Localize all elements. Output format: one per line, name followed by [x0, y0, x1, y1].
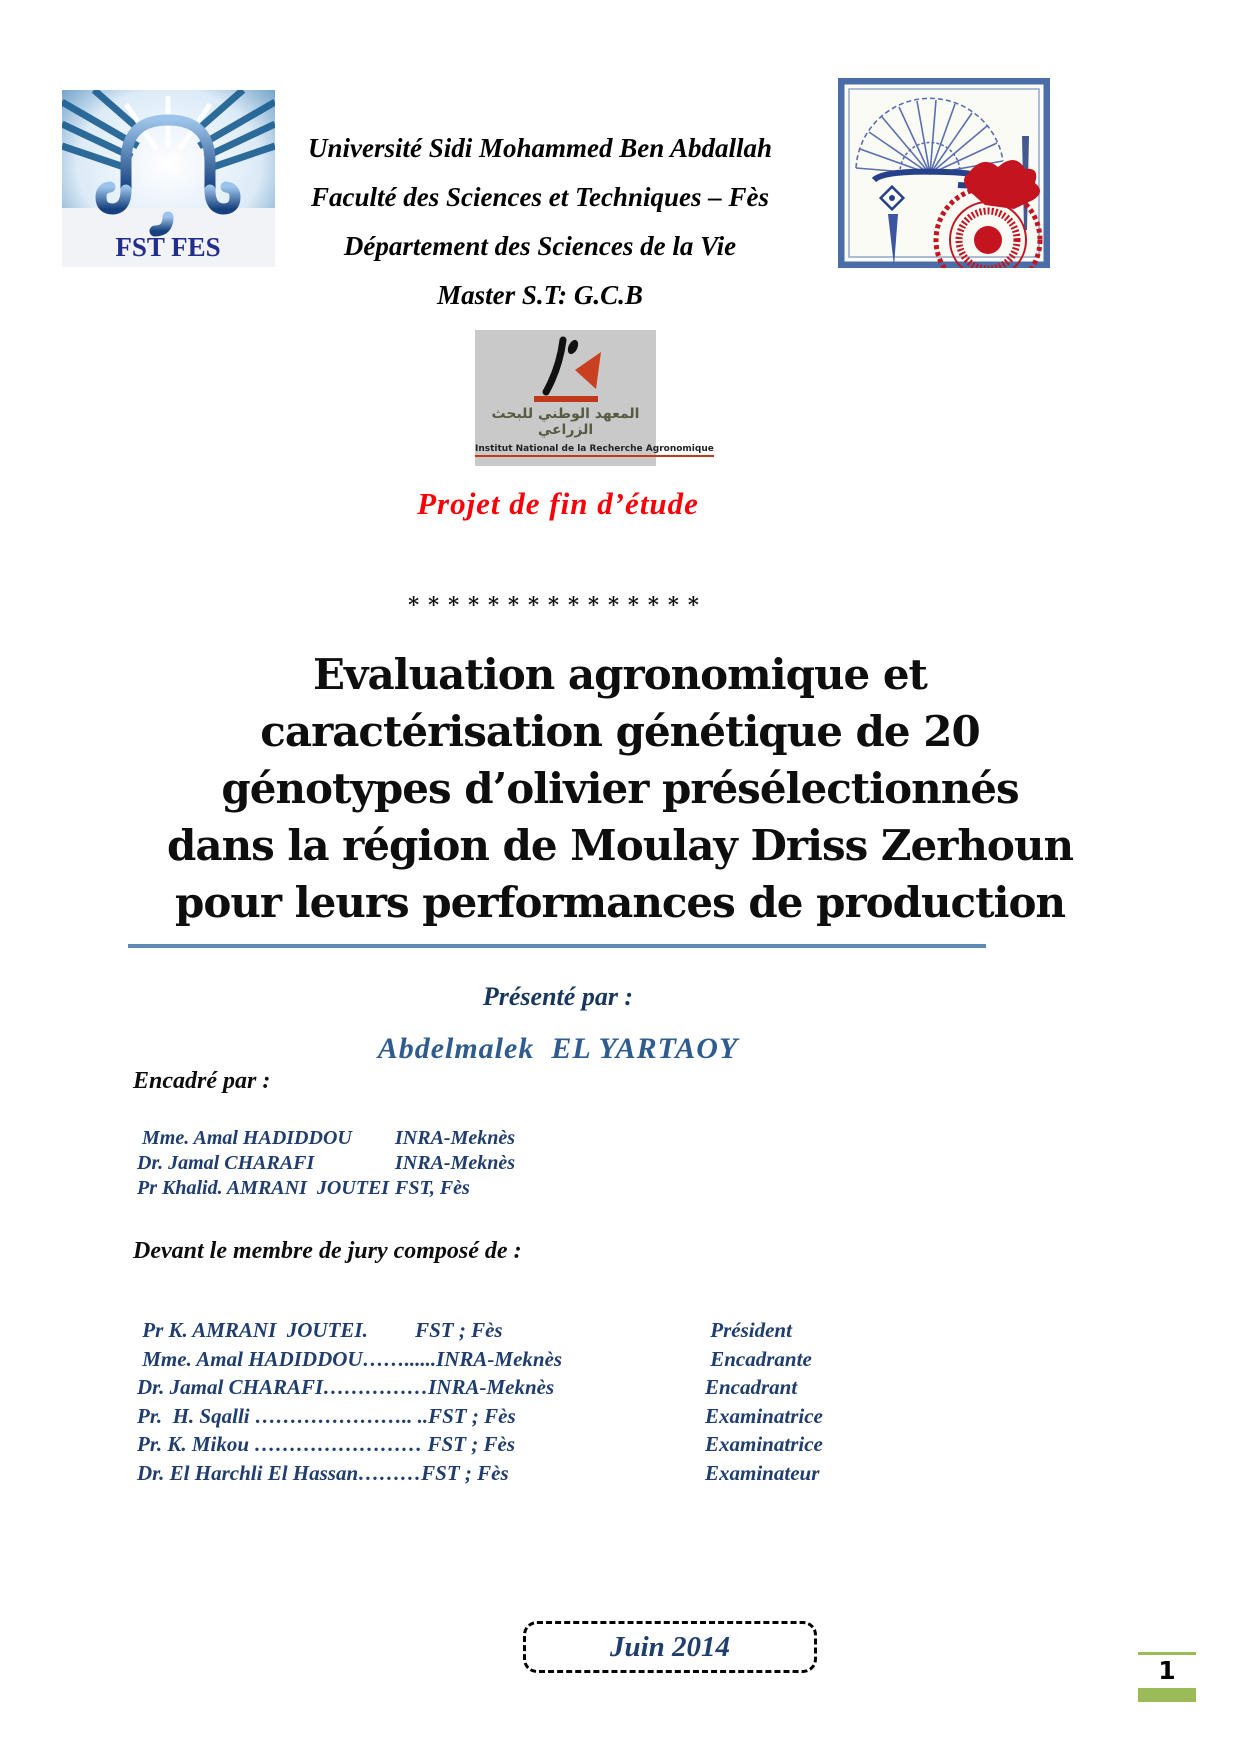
master-program: Master S.T: G.C.B: [437, 280, 643, 310]
jury-row: [137, 1373, 823, 1402]
thesis-title-line: dans la région de Moulay Driss Zerhoun: [166, 821, 1073, 870]
jury-member-name: Dr. Jamal CHARAFI……………INRA-Meknès: [137, 1375, 555, 1399]
jury-member-role: Encadrante: [705, 1346, 812, 1371]
jury-member-role: Encadrant: [705, 1375, 798, 1399]
title-underline: [128, 944, 986, 948]
thesis-title-line: génotypes d’olivier présélectionnés: [221, 764, 1019, 813]
advisor-affiliation: INRA-Meknès: [395, 1127, 516, 1149]
jury-member-name: Pr. K. Mikou …………………… FST ; Fès: [137, 1432, 516, 1456]
page-number-block: [1138, 1652, 1196, 1702]
jury-row: [137, 1345, 823, 1374]
fst-fes-logo-text: FST FES: [115, 232, 221, 262]
author-name: Abdelmalek EL YARTAOY: [377, 1032, 739, 1065]
jury-member-name: Pr. H. Sqalli ………………….. ..FST ; Fès: [137, 1403, 516, 1428]
institution-header: [250, 124, 830, 320]
presented-by-label: Présenté par :: [482, 982, 634, 1011]
project-type-label: Projet de fin d’étude: [417, 486, 699, 521]
jury-member-role: Examinatrice: [705, 1403, 823, 1428]
jury-row: [137, 1459, 823, 1488]
jury-member-name: Dr. El Harchli El Hassan………FST ; Fès: [137, 1460, 509, 1485]
page-number-bottom-bar: [1138, 1688, 1196, 1702]
separator-stars: ***************: [408, 592, 708, 617]
jury-member-role: Examinatrice: [705, 1432, 823, 1456]
advisors-list: [137, 1126, 515, 1201]
advisor-affiliation: INRA-Meknès: [395, 1152, 516, 1174]
date-box: [523, 1621, 817, 1673]
inra-arabic-name: المعهد الوطني للبحث الزراعي: [491, 406, 640, 438]
jury-member-role: Examinateur: [705, 1460, 820, 1485]
university-seal-graphic: [838, 78, 1050, 268]
advisor-row: [137, 1126, 515, 1151]
faculty-name: Faculté des Sciences et Techniques – Fès: [311, 182, 769, 212]
jury-member-name: Pr K. AMRANI JOUTEI. FST ; Fès: [137, 1318, 503, 1342]
jury-row: [137, 1316, 823, 1345]
department-name: Département des Sciences de la Vie: [343, 231, 737, 261]
jury-row: [137, 1430, 823, 1459]
page-number: 1: [1158, 1656, 1176, 1685]
advisor-row: [137, 1151, 515, 1176]
fst-fes-logo: [62, 90, 275, 267]
jury-list: [137, 1316, 823, 1487]
advisor-name: Mme. Amal HADIDDOU: [137, 1127, 352, 1149]
thesis-title-line: Evaluation agronomique et: [313, 650, 927, 699]
advisor-affiliation: FST, Fès: [395, 1177, 470, 1199]
jury-member-name: Mme. Amal HADIDDOU……......INRA-Meknès: [137, 1346, 563, 1371]
fst-fes-logo-graphic: [62, 90, 275, 267]
jury-member-role: Président: [705, 1318, 792, 1342]
defense-date: Juin 2014: [609, 1630, 731, 1663]
inra-logo-glyph: [506, 334, 626, 406]
supervised-by-label: Encadré par :: [133, 1068, 271, 1094]
university-name: Université Sidi Mohammed Ben Abdallah: [307, 133, 773, 163]
jury-row: [137, 1402, 823, 1431]
thesis-title: [60, 646, 1180, 931]
thesis-title-line: pour leurs performances de production: [174, 878, 1066, 927]
advisor-name: Pr Khalid. AMRANI JOUTEI: [137, 1177, 390, 1199]
jury-heading: Devant le membre de jury composé de :: [133, 1238, 522, 1264]
inra-logo: [475, 330, 714, 466]
university-seal: [838, 78, 1050, 268]
inra-french-name: Institut National de la Recherche Agronomique: [475, 444, 714, 457]
thesis-title-line: caractérisation génétique de 20: [260, 707, 980, 756]
advisor-row: [137, 1176, 515, 1201]
advisor-name: Dr. Jamal CHARAFI: [137, 1152, 315, 1174]
